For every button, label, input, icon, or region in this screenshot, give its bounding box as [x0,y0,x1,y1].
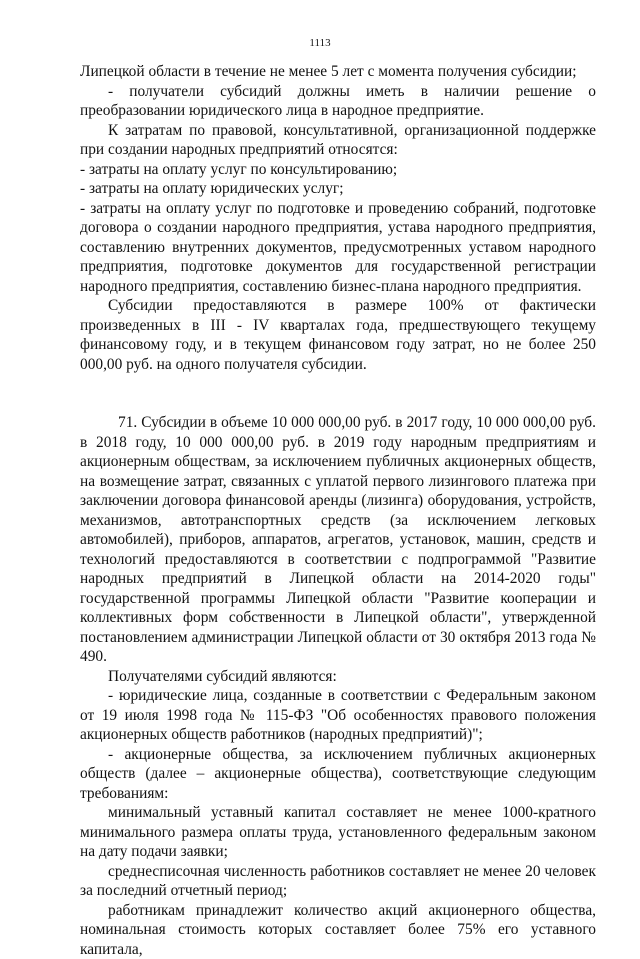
page-number: 1113 [0,37,640,49]
paragraph-5: - затраты на оплату юридических услуг; [80,179,596,199]
paragraph-6: - затраты на оплату услуг по подготовке и проведению собраний, подготовке договора о создании народного предприятия, устава народного предприятия, составлению внутренних документов, предусмотренных уставом народного предприятия, подготовке документов для государственной регистрации народного предприятия, составлению бизнес-плана народного предприятия. [80,199,596,297]
paragraph-12: минимальный уставный капитал составляет не менее 1000-кратного минимального размера оплаты труда, установленного федеральным законом на дату подачи заявки; [80,803,596,862]
paragraph-4: - затраты на оплату услуг по консультированию; [80,160,596,180]
document-body [80,62,596,959]
paragraph-8: 71. Субсидии в объеме 10 000 000,00 руб. в 2017 году, 10 000 000,00 руб. в 2018 году, 10 000 000,00 руб. в 2019 году народным предприятиям и акционерным обществам, за исключением публичных акционерных обществ, на возмещение затрат, связанных с уплатой первого лизингового платежа при заключении договора финансовой аренды (лизинга) оборудования, устройств, механизмов, автотранспортных средств (за исключением легковых автомобилей), приборов, аппаратов, агрегатов, установок, машин, средств и технологий предоставляются в соответствии с подпрограммой "Развитие народных предприятий в Липецкой области на 2014-2020 годы" государственной программы Липецкой области "Развитие кооперации и коллективных форм собственности в Липецкой области", утвержденной постановлением администрации Липецкой области от 30 октября 2013 года № 490. [80,413,596,667]
paragraph-10: - юридические лица, созданные в соответствии с Федеральным законом от 19 июля 1998 года № 115-ФЗ "Об особенностях правового положения акционерных обществ работников (народных предприятий)"; [80,686,596,745]
paragraph-14: работникам принадлежит количество акций акционерного общества, номинальная стоимость которых составляет более 75% его уставного капитала, [80,901,596,959]
paragraph-2: - получатели субсидий должны иметь в наличии решение о преобразовании юридического лица в народное предприятие. [80,82,596,121]
paragraph-11: - акционерные общества, за исключением публичных акционерных обществ (далее – акционерные общества), соответствующие следующим требованиям: [80,745,596,804]
paragraph-1: Липецкой области в течение не менее 5 лет с момента получения субсидии; [80,62,596,82]
paragraph-3: К затратам по правовой, консультативной, организационной поддержке при создании народных предприятий относятся: [80,121,596,160]
section-spacer [80,374,596,413]
paragraph-9: Получателями субсидий являются: [80,667,596,687]
paragraph-13: среднесписочная численность работников составляет не менее 20 человек за последний отчетный период; [80,862,596,901]
paragraph-7: Субсидии предоставляются в размере 100% от фактически произведенных в III - IV кварталах года, предшествующего текущему финансовому году, и в текущем финансовом году затрат, но не более 250 000,00 руб. на одного получателя субсидии. [80,296,596,374]
